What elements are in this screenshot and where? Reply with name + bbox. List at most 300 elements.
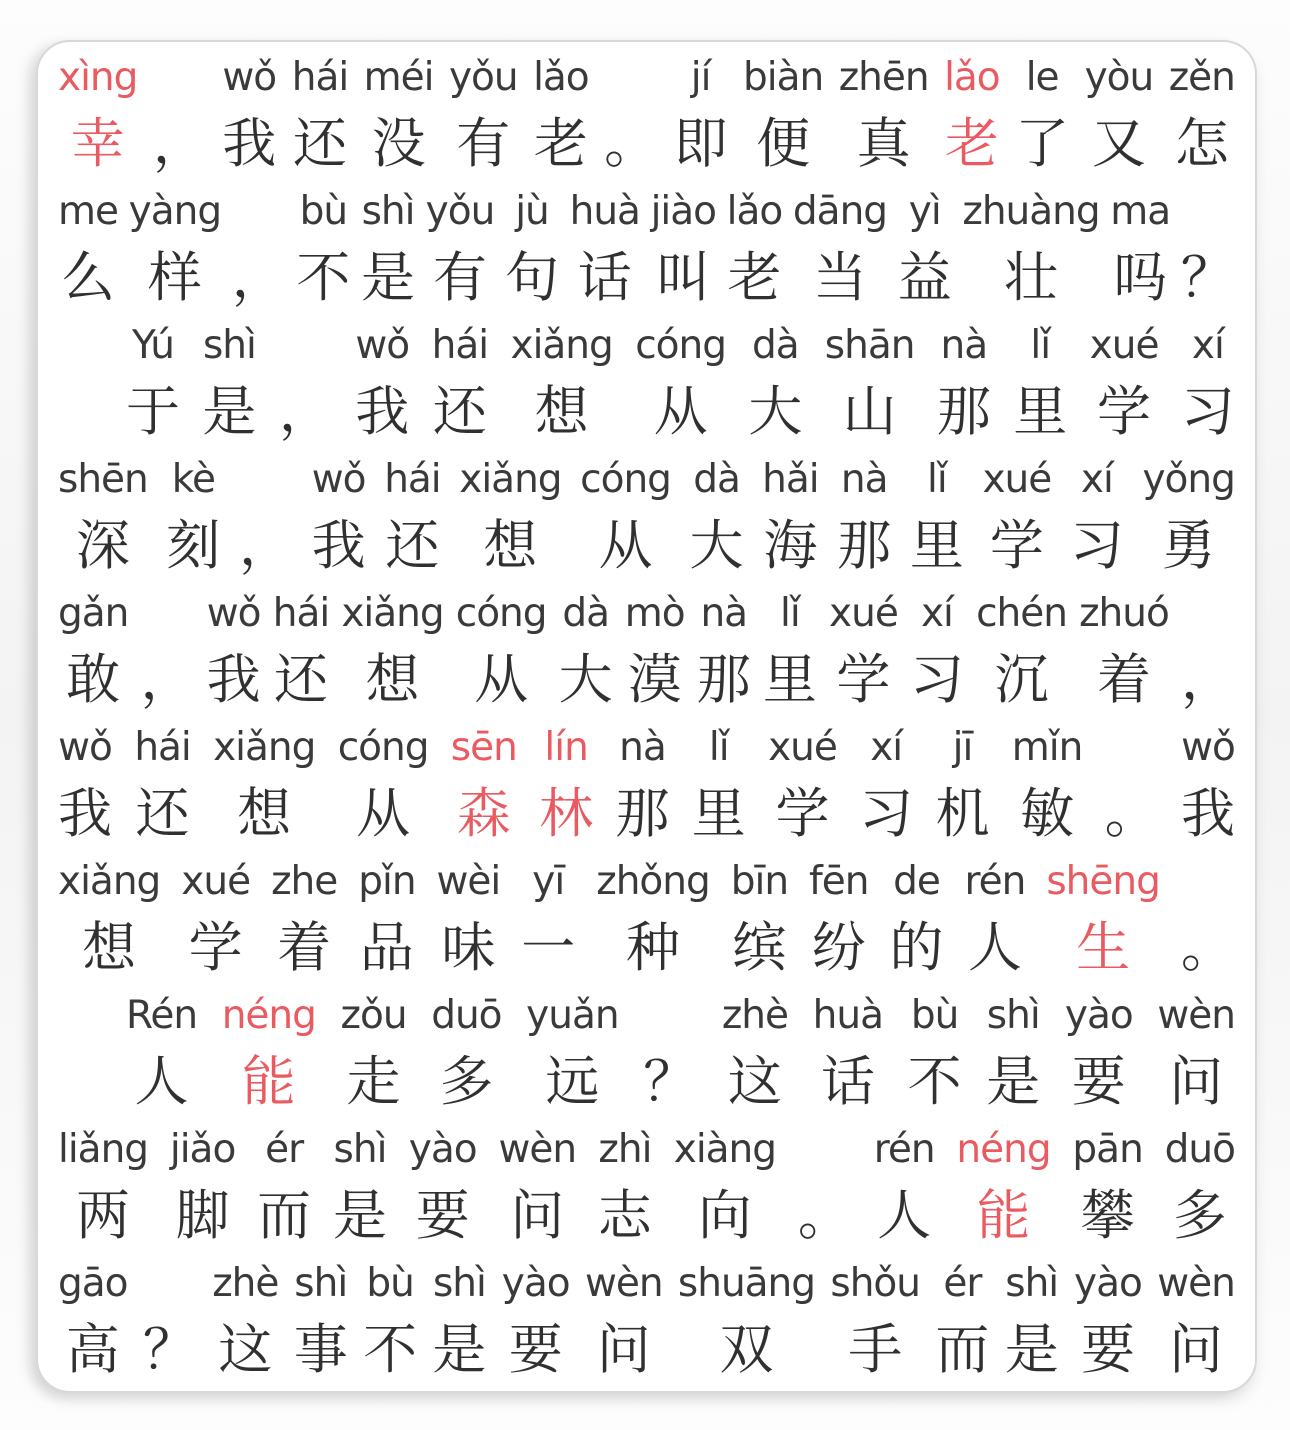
ruby-cell: [451, 722, 517, 854]
ruby-cell: [748, 320, 802, 452]
ruby-cell: [426, 186, 495, 318]
hanzi-text: 是: [432, 1318, 487, 1381]
pinyin-text: hái: [272, 591, 330, 636]
ruby-cell: [1165, 1124, 1235, 1256]
ruby-cell: [813, 990, 883, 1122]
hanzi-text: 那: [936, 380, 991, 443]
pinyin-text: pān: [1072, 1127, 1143, 1172]
ruby-cell: [533, 52, 589, 184]
hanzi-text: 机: [935, 782, 990, 845]
pinyin-text: me: [58, 189, 118, 234]
ruby-cell: [982, 454, 1051, 586]
pinyin-text: yī: [532, 859, 565, 904]
pinyin-text: jù: [515, 189, 549, 234]
pinyin-text: [164, 1258, 175, 1310]
hanzi-text: 还: [135, 782, 190, 845]
text-line: [58, 586, 1235, 720]
pinyin-text: shuāng: [677, 1261, 816, 1306]
pinyin-text: nà: [940, 323, 988, 368]
pinyin-text: wèi: [436, 859, 501, 904]
hanzi-text: ，: [238, 514, 293, 577]
ruby-cell: [910, 454, 964, 586]
ruby-cell: [384, 454, 440, 586]
ruby-cell: [935, 722, 989, 854]
ruby-cell: [651, 186, 716, 318]
pinyin-text: shì: [333, 1127, 387, 1172]
pinyin-text: shān: [824, 323, 915, 368]
hanzi-text: 着: [277, 916, 332, 979]
ruby-cell: [762, 454, 818, 586]
pinyin-text: xìng: [58, 55, 138, 100]
pinyin-text: xué: [829, 591, 898, 636]
pinyin-text: dāng: [792, 189, 888, 234]
ruby-cell: [1157, 1258, 1235, 1390]
hanzi-text: 两: [76, 1184, 131, 1247]
hanzi-text: 刻: [166, 514, 221, 577]
hanzi-text: 学: [188, 916, 243, 979]
ruby-cell: [596, 856, 710, 988]
pinyin-text: dà: [693, 457, 740, 502]
hanzi-text: 这: [727, 1050, 782, 1113]
hanzi-text: 我: [222, 112, 277, 175]
pinyin-text: zhè: [721, 993, 789, 1038]
pinyin-text: rén: [873, 1127, 935, 1172]
pinyin-text: wèn: [1157, 993, 1235, 1038]
ruby-cell: [674, 1124, 776, 1256]
pinyin-text: yǒng: [1142, 457, 1235, 502]
ruby-cell: [798, 1124, 852, 1256]
ruby-cell: [1181, 856, 1235, 988]
ruby-cell: [944, 52, 1000, 184]
ruby-cell: [674, 52, 728, 184]
pinyin-text: xiàng: [673, 1127, 777, 1172]
hanzi-text: 。: [1104, 782, 1159, 845]
pinyin-text: xué: [181, 859, 251, 904]
ruby-cell: [333, 1124, 387, 1256]
hanzi-text: ？: [142, 1318, 197, 1381]
hanzi-text: 多: [1172, 1184, 1227, 1247]
pinyin-text: nà: [700, 591, 748, 636]
ruby-cell: [1110, 186, 1170, 318]
pinyin-text: yǒu: [425, 189, 495, 234]
pinyin-text: xué: [982, 457, 1052, 502]
ruby-cell: [964, 856, 1025, 988]
pinyin-text: [625, 52, 636, 104]
ruby-cell: [153, 52, 207, 184]
hanzi-text: 山: [842, 380, 897, 443]
pinyin-text: Yú: [131, 323, 175, 368]
pinyin-text: xiǎng: [213, 725, 316, 770]
hanzi-text: 人: [134, 1050, 189, 1113]
ruby-cell: [604, 52, 658, 184]
pinyin-text: wǒ: [58, 725, 112, 770]
hanzi-text: 还: [385, 514, 440, 577]
hanzi-text: 真: [856, 112, 911, 175]
ruby-cell: [539, 722, 593, 854]
hanzi-text: 还: [292, 112, 347, 175]
hanzi-text: 习: [1180, 380, 1235, 443]
hanzi-text: 了: [1015, 112, 1070, 175]
ruby-cell: [181, 856, 250, 988]
ruby-cell: [1072, 1124, 1142, 1256]
pinyin-text: shì: [432, 1261, 486, 1306]
pinyin-text: zhǒng: [596, 859, 710, 904]
pinyin-text: [819, 1124, 830, 1176]
hanzi-text: 高: [65, 1318, 120, 1381]
text-line: [58, 720, 1235, 854]
hanzi-text: 那: [615, 782, 670, 845]
hanzi-text: 益: [897, 246, 952, 309]
pinyin-text: le: [1025, 55, 1059, 100]
pinyin-text: wǒ: [311, 457, 366, 502]
ruby-cell: [361, 186, 415, 318]
pinyin-text: hái: [384, 457, 441, 502]
hanzi-text: 能: [976, 1184, 1031, 1247]
pinyin-text: lǎo: [944, 55, 1000, 100]
hanzi-text: 漠: [627, 648, 682, 711]
pinyin-text: yì: [908, 189, 941, 234]
hanzi-text: 敏: [1020, 782, 1075, 845]
ruby-cell: [502, 1258, 570, 1390]
pinyin-text: gǎn: [58, 591, 129, 636]
ruby-cell: [615, 722, 669, 854]
ruby-cell: [585, 1258, 663, 1390]
pinyin-text: hǎi: [762, 457, 819, 502]
ruby-cell: [1074, 1258, 1142, 1390]
ruby-cell: [257, 1124, 311, 1256]
hanzi-text: 这: [218, 1318, 273, 1381]
ruby-cell: [239, 454, 293, 586]
hanzi-text: 又: [1091, 112, 1146, 175]
ruby-cell: [1013, 320, 1067, 452]
hanzi-text: 是: [1004, 1318, 1059, 1381]
hanzi-text: ？: [643, 1050, 698, 1113]
pinyin-text: hái: [291, 55, 349, 100]
pinyin-text: mǐn: [1011, 725, 1083, 770]
text-line: [58, 318, 1235, 452]
pinyin-text: méi: [363, 55, 434, 100]
ruby-cell: [141, 588, 195, 720]
ruby-cell: [279, 320, 333, 452]
hanzi-text: 而: [935, 1318, 990, 1381]
hanzi-text: 双: [719, 1318, 774, 1381]
pinyin-text: bù: [299, 189, 348, 234]
pinyin-text: [1202, 186, 1213, 238]
ruby-cell: [456, 588, 547, 720]
pinyin-text: duō: [431, 993, 502, 1038]
ruby-cell: [129, 186, 221, 318]
ruby-cell: [58, 1258, 128, 1390]
pinyin-text: [1202, 588, 1213, 640]
pinyin-text: cóng: [455, 591, 547, 636]
ruby-cell: [292, 52, 348, 184]
pinyin-text: ér: [943, 1261, 982, 1306]
hanzi-text: 还: [273, 648, 328, 711]
ruby-cell: [212, 1258, 278, 1390]
hanzi-text: 向: [697, 1184, 752, 1247]
pinyin-text: dà: [752, 323, 799, 368]
pinyin-text: [253, 186, 264, 238]
ruby-cell: [722, 990, 788, 1122]
text-line: [58, 184, 1235, 318]
hanzi-text: 问: [1169, 1318, 1224, 1381]
hanzi-text: 句: [504, 246, 559, 309]
ruby-cell: [432, 1258, 486, 1390]
pinyin-text: hái: [431, 323, 489, 368]
hanzi-text: 从: [653, 380, 708, 443]
ruby-cell: [690, 454, 744, 586]
pinyin-text: yàng: [128, 189, 222, 234]
pinyin-text: bù: [366, 1261, 414, 1306]
hanzi-text: 即: [673, 112, 728, 175]
hanzi-text: ，: [1180, 648, 1235, 711]
hanzi-text: 敢: [66, 648, 121, 711]
hanzi-text: 问: [596, 1318, 651, 1381]
hanzi-text: 学: [775, 782, 830, 845]
hanzi-text: 要: [415, 1184, 470, 1247]
ruby-cell: [232, 186, 286, 318]
pinyin-text: rén: [964, 859, 1026, 904]
hanzi-text: 习: [859, 782, 914, 845]
hanzi-text: 有: [456, 112, 511, 175]
hanzi-text: 林: [539, 782, 594, 845]
ruby-cell: [727, 186, 783, 318]
hanzi-text: 沉: [994, 648, 1049, 711]
hanzi-text: 要: [508, 1318, 563, 1381]
hanzi-text: 怎: [1174, 112, 1229, 175]
hanzi-text: 我: [206, 648, 261, 711]
hanzi-text: 森: [456, 782, 511, 845]
pinyin-text: cóng: [337, 725, 429, 770]
ruby-cell: [58, 52, 137, 184]
pinyin-text: bù: [910, 993, 959, 1038]
hanzi-text: 人: [967, 916, 1022, 979]
hanzi-text: 问: [1169, 1050, 1224, 1113]
ruby-cell: [692, 722, 746, 854]
hanzi-text: 多: [439, 1050, 494, 1113]
ruby-cell: [793, 186, 887, 318]
hanzi-text: 里: [1013, 380, 1068, 443]
pinyin-text: biàn: [743, 55, 824, 100]
pinyin-text: lǐ: [780, 591, 800, 636]
ruby-cell: [341, 588, 443, 720]
pinyin-text: wǒ: [1181, 725, 1235, 770]
pinyin-text: cóng: [580, 457, 671, 502]
ruby-cell: [170, 1124, 235, 1256]
pinyin-text: [162, 588, 173, 640]
ruby-cell: [449, 52, 518, 184]
pinyin-text: wèn: [498, 1127, 577, 1172]
hanzi-text: 生: [1076, 916, 1131, 979]
hanzi-text: 着: [1096, 648, 1151, 711]
hanzi-text: 里: [909, 514, 964, 577]
ruby-cell: [341, 990, 407, 1122]
ruby-cell: [58, 454, 148, 586]
pinyin-text: jiǎo: [169, 1127, 236, 1172]
text-line: [58, 452, 1235, 586]
ruby-cell: [898, 186, 952, 318]
hanzi-text: 从: [598, 514, 653, 577]
ruby-cell: [956, 1124, 1050, 1256]
ruby-cell: [432, 320, 488, 452]
ruby-cell: [825, 320, 915, 452]
hanzi-text: 不: [907, 1050, 962, 1113]
hanzi-text: 深: [75, 514, 130, 577]
ruby-cell: [1005, 1258, 1059, 1390]
hanzi-text: 里: [691, 782, 746, 845]
pinyin-text: shì: [294, 1261, 348, 1306]
ruby-cell: [498, 1124, 576, 1256]
ruby-cell: [1012, 722, 1083, 854]
pinyin-text: gāo: [58, 1261, 128, 1306]
pinyin-text: lǎo: [533, 55, 589, 100]
ruby-cell: [678, 1258, 815, 1390]
pinyin-text: xiǎng: [459, 457, 562, 502]
pinyin-text: xí: [920, 591, 953, 636]
pinyin-text: shēng: [1046, 859, 1160, 904]
hanzi-text: 想: [237, 782, 292, 845]
pinyin-text: wèn: [584, 1261, 663, 1306]
hanzi-text: 老: [944, 112, 999, 175]
hanzi-text: 要: [1080, 1318, 1135, 1381]
ruby-cell: [126, 320, 180, 452]
ruby-cell: [768, 722, 837, 854]
page-card: [36, 40, 1257, 1393]
pinyin-text: shì: [986, 993, 1040, 1038]
ruby-cell: [213, 722, 315, 854]
ruby-cell: [580, 454, 671, 586]
ruby-cell: [505, 186, 559, 318]
hanzi-text: 便: [756, 112, 811, 175]
pinyin-text: [1202, 856, 1213, 908]
hanzi-text: 海: [763, 514, 818, 577]
ruby-cell: [363, 1258, 417, 1390]
pinyin-text: lǐ: [1030, 323, 1051, 368]
hanzi-text: 是: [332, 1184, 387, 1247]
ruby-cell: [1065, 990, 1133, 1122]
hanzi-text: 脚: [175, 1184, 230, 1247]
hanzi-text: 习: [909, 648, 964, 711]
ruby-cell: [459, 454, 561, 586]
hanzi-text: 老: [727, 246, 782, 309]
ruby-cell: [1090, 320, 1159, 452]
ruby-cell: [570, 186, 640, 318]
ruby-cell: [1142, 454, 1234, 586]
hanzi-text: 而: [257, 1184, 312, 1247]
ruby-cell: [625, 588, 685, 720]
pinyin-text: xí: [1080, 457, 1113, 502]
hanzi-text: 么: [61, 246, 115, 309]
hanzi-text: 想: [365, 648, 420, 711]
pinyin-text: zhēn: [838, 55, 929, 100]
hanzi-text: 学: [1097, 380, 1152, 443]
pinyin-text: xiǎng: [58, 859, 161, 904]
pinyin-text: zhe: [271, 859, 338, 904]
hanzi-text: 我: [311, 514, 366, 577]
ruby-cell: [58, 1124, 148, 1256]
pinyin-text: xué: [768, 725, 837, 770]
pinyin-text: xué: [1089, 323, 1159, 368]
pinyin-text: yǒu: [448, 55, 518, 100]
hanzi-text: 话: [820, 1050, 875, 1113]
ruby-cell: [338, 722, 429, 854]
text-line: [58, 854, 1235, 988]
ruby-cell: [358, 856, 415, 988]
hanzi-text: 学: [836, 648, 891, 711]
pinyin-text: jí: [690, 55, 711, 100]
ruby-cell: [1046, 856, 1160, 988]
pinyin-text: nà: [619, 725, 666, 770]
hanzi-text: 没: [371, 112, 426, 175]
hanzi-text: 是: [361, 246, 416, 309]
pinyin-text: lǐ: [708, 725, 729, 770]
pinyin-text: shǒu: [830, 1261, 921, 1306]
pinyin-text: zhuó: [1079, 591, 1169, 636]
pinyin-text: xiǎng: [341, 591, 444, 636]
hanzi-text: 大: [689, 514, 744, 577]
pinyin-text: Rén: [126, 993, 198, 1038]
hanzi-text: 大: [558, 648, 613, 711]
pinyin-text: liǎng: [58, 1127, 149, 1172]
ruby-cell: [829, 588, 898, 720]
ruby-cell: [222, 52, 276, 184]
hanzi-text: 。: [797, 1184, 852, 1247]
text-line: [58, 50, 1235, 184]
pinyin-text: bīn: [730, 859, 789, 904]
pinyin-text: lǎo: [726, 189, 783, 234]
pinyin-text: shēn: [58, 457, 148, 502]
hanzi-text: 问: [510, 1184, 565, 1247]
ruby-cell: [731, 856, 788, 988]
pinyin-text: zhuàng: [962, 189, 1100, 234]
ruby-cell: [134, 722, 190, 854]
pinyin-text: jī: [952, 725, 973, 770]
ruby-cell: [437, 856, 501, 988]
ruby-cell: [962, 186, 1099, 318]
pinyin-text: lín: [544, 725, 588, 770]
pinyin-text: kè: [171, 457, 215, 502]
hanzi-text: 事: [293, 1318, 348, 1381]
ruby-cell: [409, 1124, 477, 1256]
pinyin-text: yào: [408, 1127, 477, 1172]
hanzi-text: ，: [140, 648, 195, 711]
ruby-cell: [986, 990, 1040, 1122]
ruby-cell: [294, 1258, 348, 1390]
pinyin-text: zhè: [212, 1261, 279, 1306]
pinyin-text: wǒ: [222, 55, 277, 100]
ruby-cell: [1157, 990, 1235, 1122]
hanzi-text: ，: [152, 112, 207, 175]
pinyin-text: yuǎn: [526, 993, 619, 1038]
pinyin-text: [260, 454, 271, 506]
ruby-cell: [58, 186, 118, 318]
pinyin-text: [174, 52, 185, 104]
hanzi-text: 种: [626, 916, 680, 979]
pinyin-text: [665, 990, 676, 1042]
pinyin-text: shì: [361, 189, 415, 234]
hanzi-text: 纷: [811, 916, 866, 979]
pinyin-text: jiào: [650, 189, 717, 234]
ruby-cell: [763, 588, 817, 720]
ruby-cell: [526, 990, 618, 1122]
hanzi-text: 想: [483, 514, 538, 577]
hanzi-text: 习: [1069, 514, 1124, 577]
ruby-cell: [271, 856, 337, 988]
ruby-cell: [697, 588, 751, 720]
hanzi-text: 的: [889, 916, 944, 979]
ruby-cell: [364, 52, 434, 184]
pinyin-text: huà: [569, 189, 640, 234]
